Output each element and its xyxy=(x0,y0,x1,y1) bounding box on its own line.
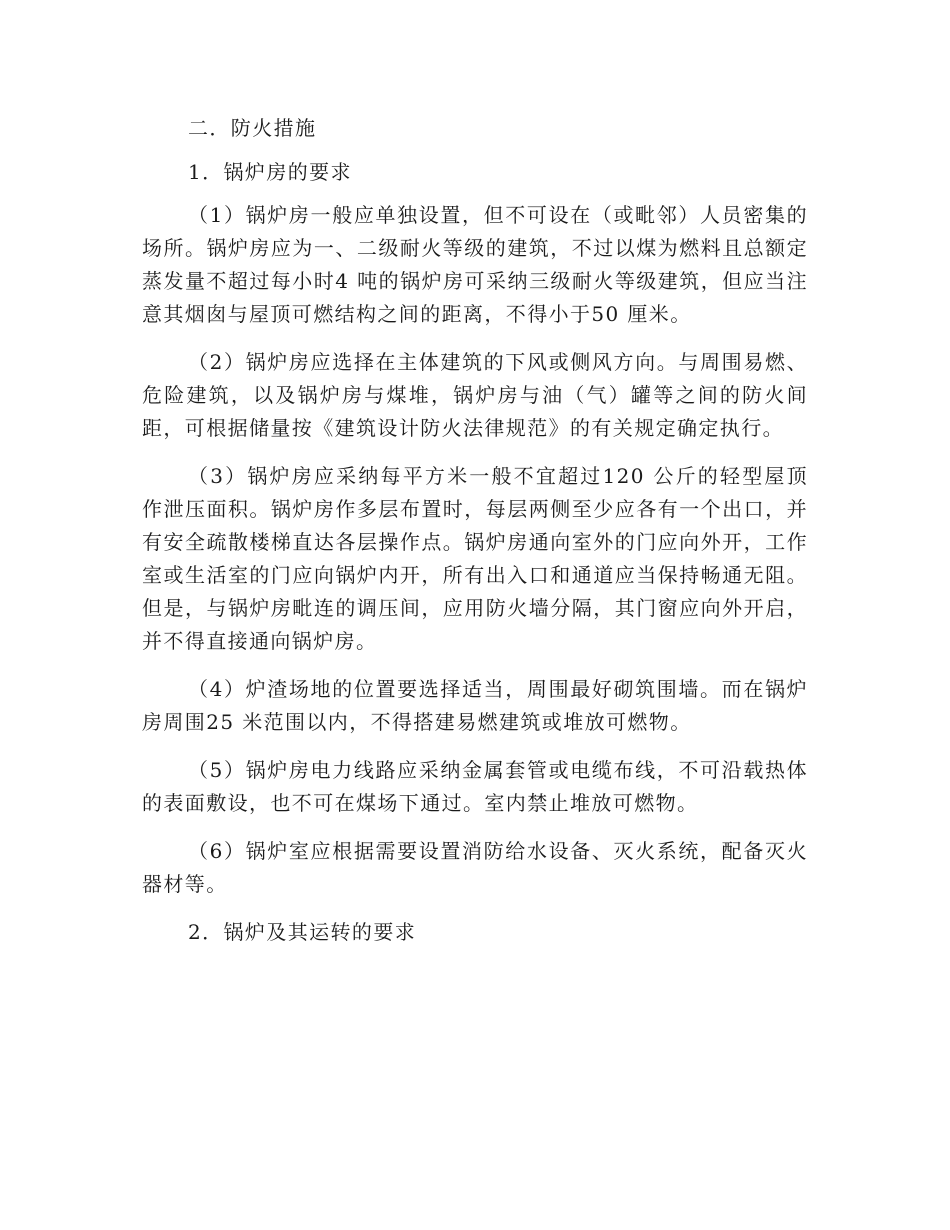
requirement-item-1: （1）锅炉房一般应单独设置，但不可设在（或毗邻）人员密集的场所。锅炉房应为一、二级耐火等级的建筑，不过以煤为燃料且总额定蒸发量不超过每小时4 吨的锅炉房可采纳三级耐火等级建筑，但应当注意其烟囱与屋顶可燃结构之间的距离，不得小于50 厘米。 xyxy=(142,203,808,326)
document-body xyxy=(142,112,808,960)
section-title: 二．防火措施 xyxy=(188,116,317,140)
requirement-item-5: （5）锅炉房电力线路应采纳金属套管或电缆布线，不可沿载热体的表面敷设，也不可在煤场下通过。室内禁止堆放可燃物。 xyxy=(142,758,808,815)
requirement-item-2: （2）锅炉房应选择在主体建筑的下风或侧风方向。与周围易燃、危险建筑，以及锅炉房与煤堆，锅炉房与油（气）罐等之间的防火间距，可根据储量按《建筑设计防火法律规范》的有关规定确定执行。 xyxy=(142,350,808,440)
requirement-item-3: （3）锅炉房应采纳每平方米一般不宜超过120 公斤的轻型屋顶作泄压面积。锅炉房作多层布置时，每层两侧至少应各有一个出口，并有安全疏散楼梯直达各层操作点。锅炉房通向室外的门应向外开，工作室或生活室的门应向锅炉内开，所有出入口和通道应当保持畅通无阻。但是，与锅炉房毗连的调压间，应用防火墙分隔，其门窗应向外开启，并不得直接通向锅炉房。 xyxy=(142,464,808,653)
requirement-item-6: （6）锅炉室应根据需要设置消防给水设备、灭火系统，配备灭火器材等。 xyxy=(142,839,808,896)
subsection-title-boiler-operation: 2．锅炉及其运转的要求 xyxy=(188,920,417,944)
requirement-item-4: （4）炉渣场地的位置要选择适当，周围最好砌筑围墙。而在锅炉房周围25 米范围以内，不得搭建易燃建筑或堆放可燃物。 xyxy=(142,677,808,734)
subsection-title-boiler-room: 1．锅炉房的要求 xyxy=(188,160,352,184)
